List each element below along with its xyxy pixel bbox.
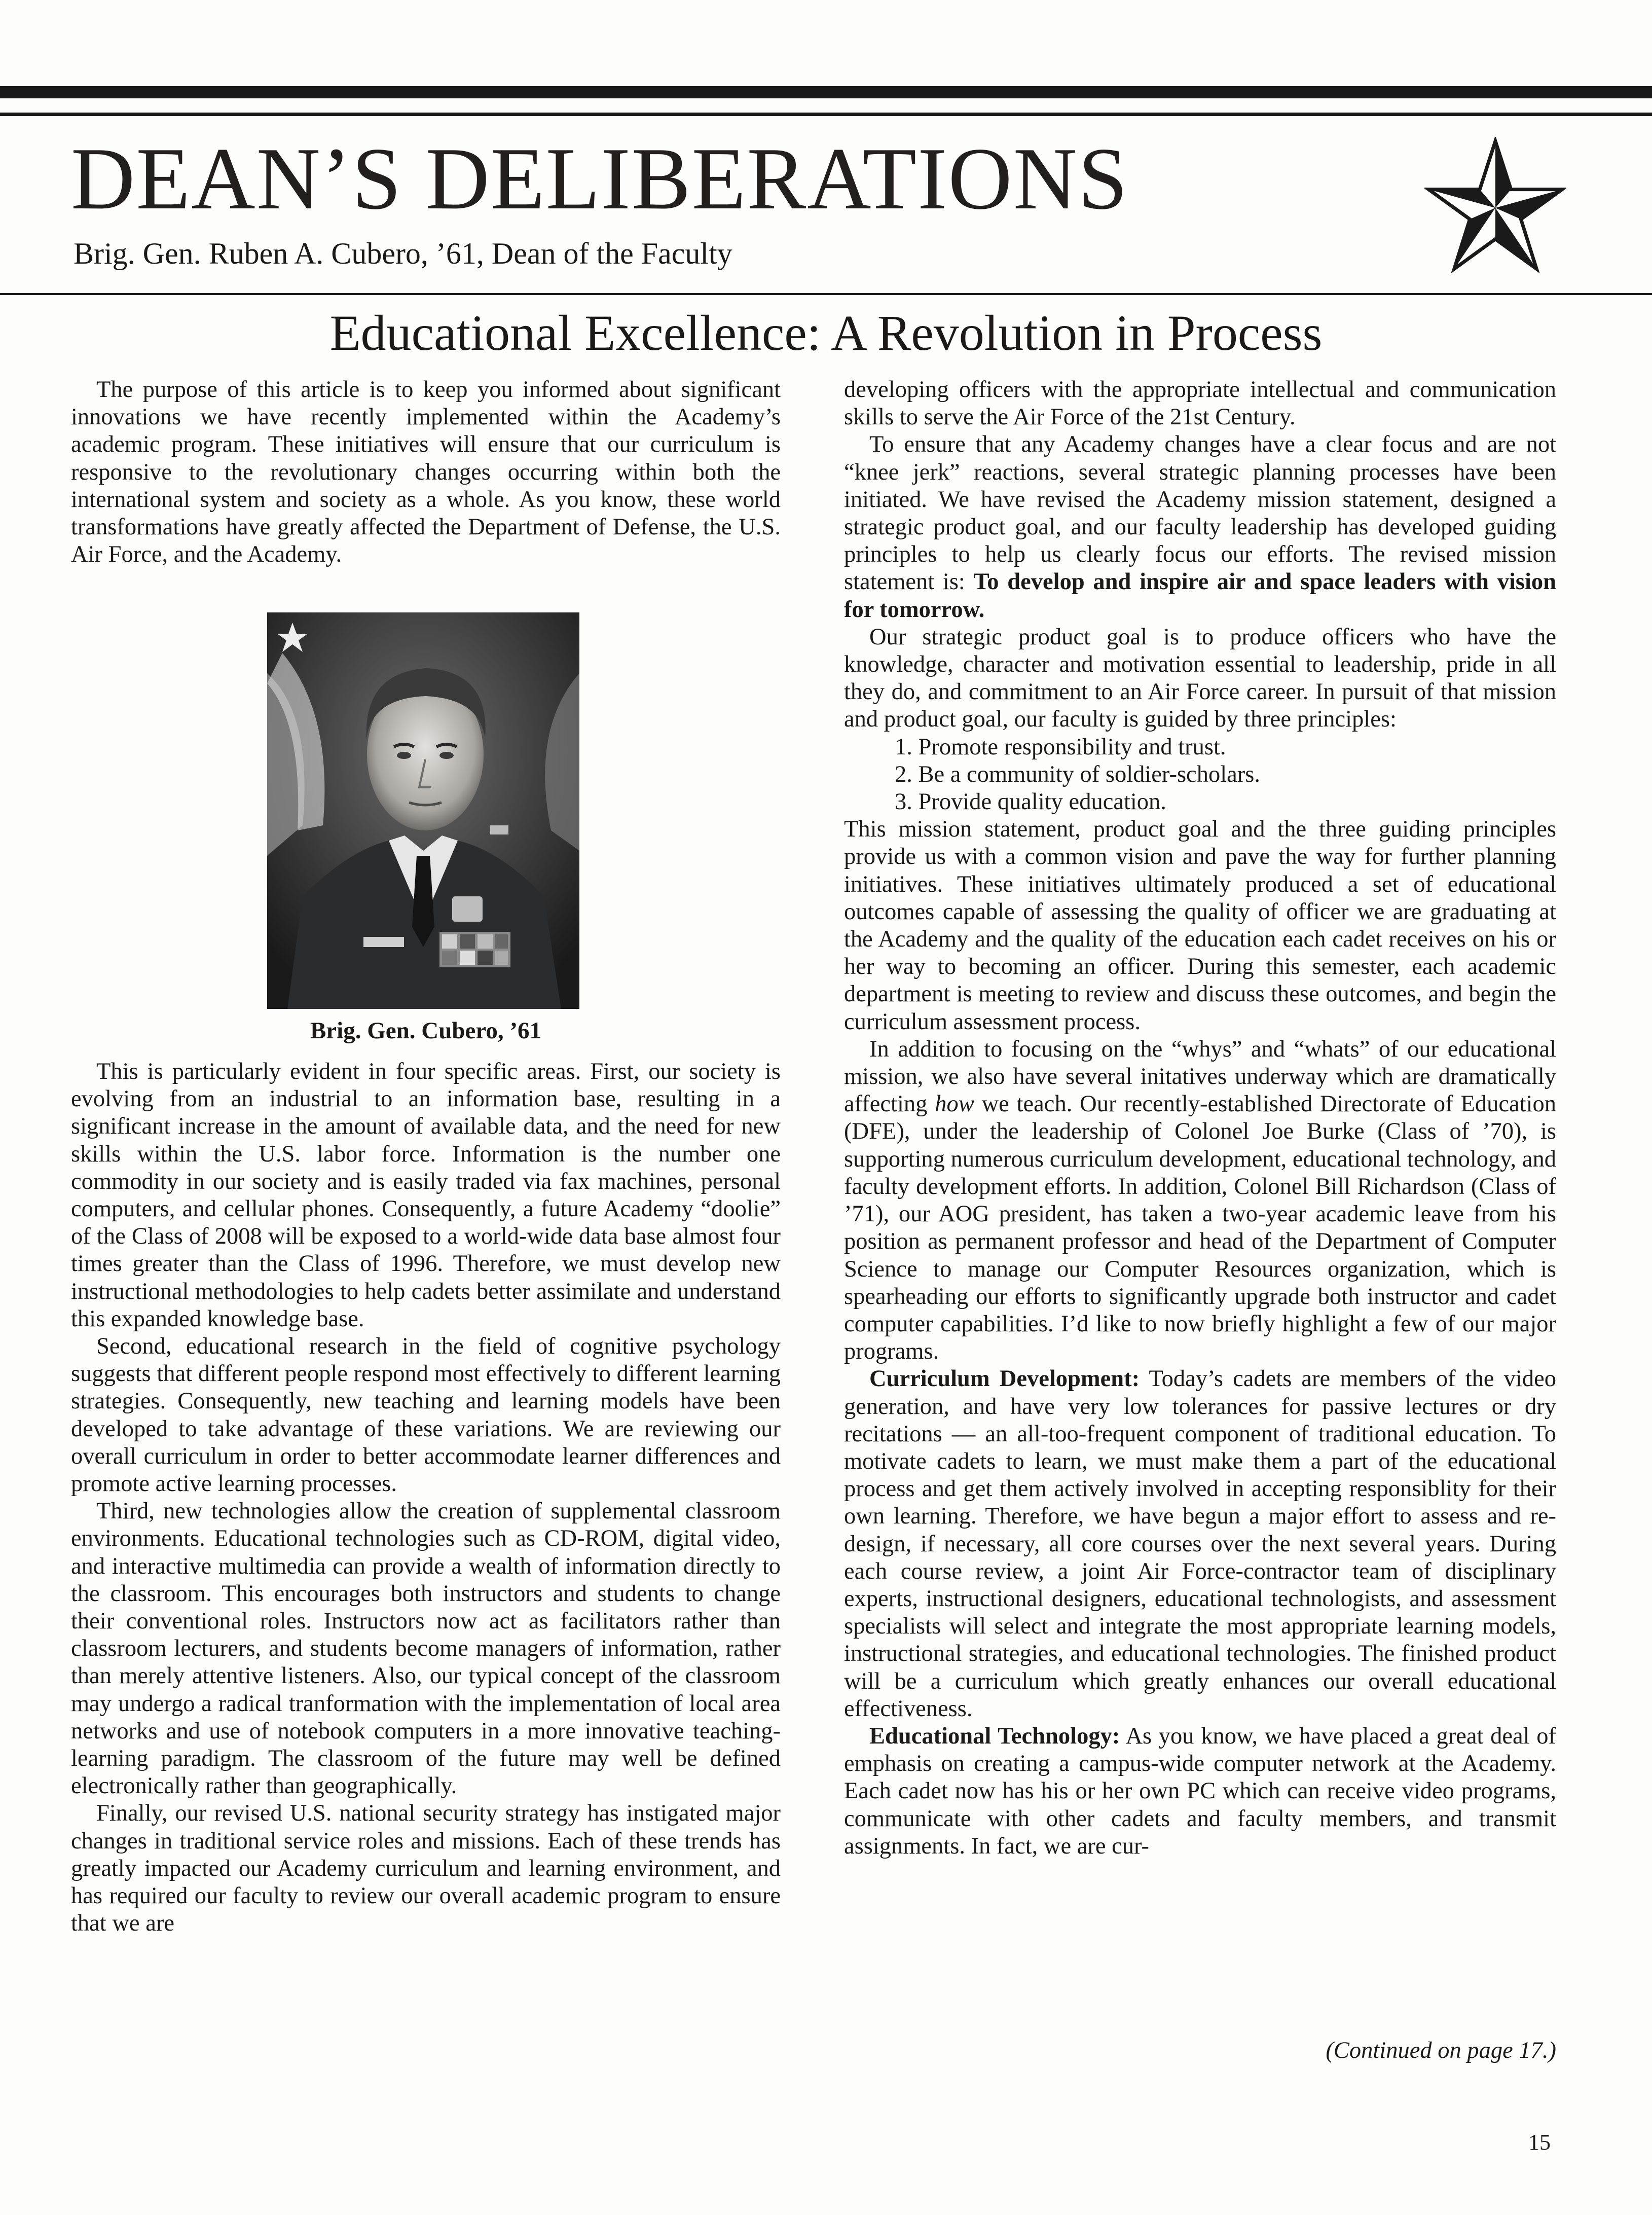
portrait-photo <box>267 612 579 1009</box>
list-item: 3. Provide quality education. <box>895 789 1166 815</box>
list-item: 2. Be a community of soldier-scholars. <box>895 761 1260 787</box>
principles-list <box>844 734 1556 816</box>
star-icon <box>1424 137 1566 279</box>
left-column-top <box>71 376 781 568</box>
paragraph: Our strategic product goal is to produce officers who have the knowledge, character and motivation essential to leadership, pride in all they do, and commitment to an Air Force career. In pursuit of that mission and product goal, our faculty is guided by three principles: <box>844 624 1556 733</box>
paragraph-text: Today’s cadets are members of the video generation, and have very low tolerances for passive lectures or dry recitations — an all-too-frequent component of traditional education. To motivate cadets to learn, we must make them a part of the educational process and get them actively involved in accepting responsiblity for their own learning. Therefore, we have begun a major effort to assess and re-design, if necessary, all core courses over the next several years. During each course review, a joint Air Force-contractor team of disciplinary experts, instructional designers, educational technologists, and assessment specialists will select and integrate the most appropriate learning models, instructional strategies, and educational technologies. The finished product will be a curriculum which greatly enhances our overall educational effectiveness. <box>844 1366 1556 1722</box>
page-number: 15 <box>1528 2130 1551 2155</box>
photo-caption: Brig. Gen. Cubero, ’61 <box>310 1018 542 1044</box>
portrait-illustration <box>267 612 579 1009</box>
paragraph <box>844 1723 1556 1860</box>
masthead-bottom-rule <box>0 293 1652 295</box>
article-headline: Educational Excellence: A Revolution in Process <box>329 305 1323 361</box>
paragraph-text: As you know, we have placed a great deal of emphasis on creating a campus-wide computer network at the Academy. Each cadet now has his or her own PC which can receive video programs, communicate with other cadets and faculty members, and transmit assignments. In fact, we are cur- <box>844 1723 1557 1859</box>
masthead-second-rule <box>0 113 1652 116</box>
paragraph: Finally, our revised U.S. national security strategy has instigated major changes in traditional service roles and missions. Each of these trends has greatly impacted our Academy curriculum and learning environment, and has required our faculty to review our overall academic program to ensure that we are <box>71 1800 781 1937</box>
paragraph: Second, educational research in the field of cognitive psychology suggests that different people respond most effectively to different learning strategies. Consequently, new teaching and learning models have been developed to take advantage of these variations. We are reviewing our overall curriculum in order to better accommodate learner differences and promote active learning processes. <box>71 1333 781 1497</box>
paragraph: This is particularly evident in four specific areas. First, our society is evolving from an industrial to an information base, resulting in a significant increase in the amount of available data, and the need for new skills within the U.S. labor force. Information is the number one commodity in our society and is easily traded via fax machines, personal computers, and cellular phones. Consequently, a future Academy “doolie” of the Class of 2008 will be exposed to a world-wide data base almost four times greater than the Class of 1996. Therefore, we must develop new instructional methodologies to help cadets better assimilate and understand this expanded knowledge base. <box>71 1059 781 1332</box>
left-column-bottom <box>71 1058 781 1938</box>
paragraph-text: To ensure that any Academy changes have a clear focus and are not “knee jerk” reactions, several strategic planning processes have been initiated. We have revised the Academy mission statement, designed a strategic product goal, and our faculty leadership has developed guiding principles to help us clearly focus our efforts. The revised mission statement is: <box>844 431 1556 595</box>
paragraph <box>844 1365 1556 1723</box>
paragraph-text: In addition to focusing on the “whys” and “whats” of our educational mission, we also have several initatives underway which are dramatically affecting <box>844 1036 1556 1117</box>
section-heading: Curriculum Development: <box>869 1366 1140 1392</box>
section-heading: Educational Technology: <box>869 1723 1120 1749</box>
masthead-title: DEAN’S DELIBERATIONS <box>71 129 1129 228</box>
paragraph: developing officers with the appropriate intellectual and communication skills to serve the Air Force of the 21st Century. <box>844 377 1556 430</box>
paragraph: This mission statement, product goal and the three guiding principles provide us with a common vision and pave the way for further planning initiatives. These initiatives ultimately produced a set of educational outcomes capable of assessing the quality of officer we are graduating at the Academy and the quality of the education each cadet receives on his or her way to becoming an officer. During this semester, each academic department is meeting to review and discuss these outcomes, and begin the curriculum assessment process. <box>844 816 1556 1035</box>
paragraph: The purpose of this article is to keep you informed about significant innovations we have recently implemented within the Academy’s academic program. These initiatives will ensure that our curriculum is responsive to the revolutionary changes occurring within both the international system and society as a whole. As you know, these world transformations have greatly affected the Department of Defense, the U.S. Air Force, and the Academy. <box>71 377 781 568</box>
masthead-top-rule <box>0 86 1652 98</box>
emphasis: how <box>935 1091 974 1117</box>
paragraph-text: we teach. Our recently-established Directorate of Education (DFE), under the leadership of Colonel Joe Burke (Class of ’70), is supporting numerous curriculum development, educational technology, and faculty development efforts. In addition, Colonel Bill Richardson (Class of ’71), our AOG president, has taken a two-year academic leave from his position as permanent professor and head of the Department of Computer Science to manage our Computer Resources organization, which is spearheading our efforts to significantly upgrade both instructor and cadet computer capabilities. I’d like to now briefly highlight a few of our major programs. <box>844 1091 1556 1365</box>
right-column <box>844 376 1556 1860</box>
paragraph <box>844 1036 1556 1365</box>
continued-notice: (Continued on page 17.) <box>1326 2038 1556 2063</box>
list-item: 1. Promote responsibility and trust. <box>895 734 1226 760</box>
paragraph: Third, new technologies allow the creation of supplemental classroom environments. Educational technologies such as CD-ROM, digital video, and interactive multimedia can provide a wealth of information directly to the classroom. This encourages both instructors and students to change their conventional roles. Instructors now act as facilitators rather than classroom lecturers, and students become managers of information, rather than merely attentive listeners. Also, our typical concept of the classroom may undergo a radical tranformation with the implementation of local area networks and use of notebook computers in a more innovative teaching-learning paradigm. The classroom of the future may well be defined electronically rather than geographically. <box>71 1498 781 1799</box>
masthead-byline: Brig. Gen. Ruben A. Cubero, ’61, Dean of the Faculty <box>74 237 732 270</box>
paragraph <box>844 431 1556 623</box>
mission-statement: To develop and inspire air and space leaders with vision for tomorrow. <box>844 569 1557 623</box>
